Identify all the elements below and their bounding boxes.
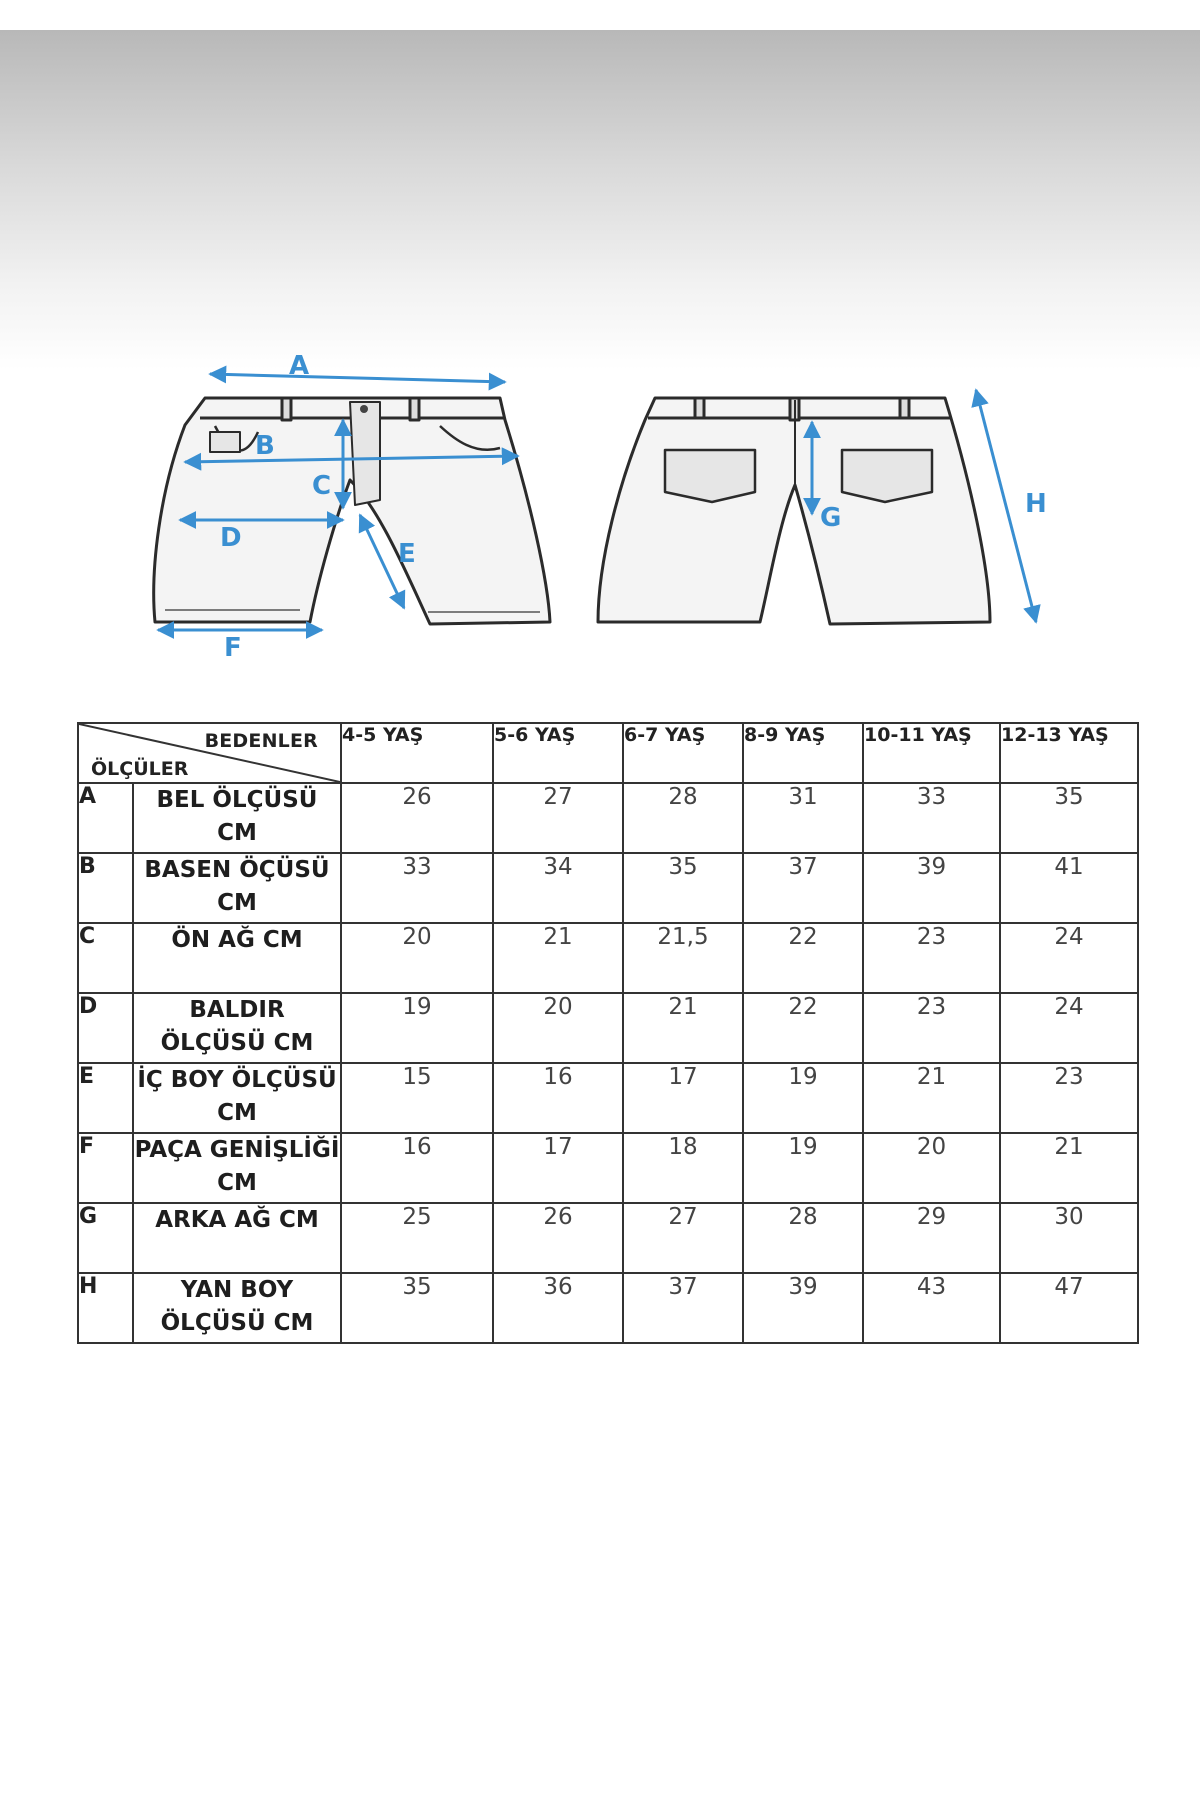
table-row bbox=[78, 1133, 1138, 1203]
measurement-value: 26 bbox=[341, 783, 493, 853]
measurement-value: 39 bbox=[863, 853, 1000, 923]
label-a: A bbox=[289, 351, 310, 381]
measurement-value: 27 bbox=[493, 783, 623, 853]
measurement-value: 30 bbox=[1000, 1203, 1138, 1273]
measurement-value: 16 bbox=[341, 1133, 493, 1203]
measurement-value: 21 bbox=[1000, 1133, 1138, 1203]
measurement-value: 35 bbox=[623, 853, 743, 923]
measurement-name: YAN BOY ÖLÇÜSÜ CM bbox=[133, 1273, 341, 1343]
measurement-value: 15 bbox=[341, 1063, 493, 1133]
table-row bbox=[78, 853, 1138, 923]
measurement-value: 21,5 bbox=[623, 923, 743, 993]
row-letter: H bbox=[78, 1273, 133, 1343]
size-header: 6-7 YAŞ bbox=[623, 723, 743, 783]
label-f: F bbox=[224, 633, 242, 663]
measurement-value: 24 bbox=[1000, 923, 1138, 993]
size-header: 8-9 YAŞ bbox=[743, 723, 863, 783]
label-c: C bbox=[312, 471, 332, 501]
front-shorts-drawing bbox=[154, 398, 550, 624]
label-e: E bbox=[398, 539, 416, 569]
measurement-value: 23 bbox=[863, 923, 1000, 993]
measurement-name: ARKA AĞ CM bbox=[133, 1203, 341, 1273]
header-sizes-label: BEDENLER bbox=[204, 730, 318, 752]
size-header: 12-13 YAŞ bbox=[1000, 723, 1138, 783]
measurement-value: 43 bbox=[863, 1273, 1000, 1343]
size-header: 5-6 YAŞ bbox=[493, 723, 623, 783]
measurement-value: 21 bbox=[493, 923, 623, 993]
measurement-value: 21 bbox=[623, 993, 743, 1063]
measurement-value: 35 bbox=[341, 1273, 493, 1343]
measurement-value: 34 bbox=[493, 853, 623, 923]
measurement-value: 17 bbox=[493, 1133, 623, 1203]
measurement-value: 22 bbox=[743, 923, 863, 993]
measurement-name: BEL ÖLÇÜSÜ CM bbox=[133, 783, 341, 853]
measurement-value: 37 bbox=[743, 853, 863, 923]
measurement-name: ÖN AĞ CM bbox=[133, 923, 341, 993]
measurement-value: 35 bbox=[1000, 783, 1138, 853]
label-g: G bbox=[820, 503, 842, 533]
row-letter: C bbox=[78, 923, 133, 993]
table-row bbox=[78, 1063, 1138, 1133]
label-d: D bbox=[220, 523, 242, 553]
measurement-value: 25 bbox=[341, 1203, 493, 1273]
measurement-name: BALDIR ÖLÇÜSÜ CM bbox=[133, 993, 341, 1063]
measurement-name: PAÇA GENİŞLİĞİ CM bbox=[133, 1133, 341, 1203]
measurement-value: 29 bbox=[863, 1203, 1000, 1273]
measurement-value: 20 bbox=[341, 923, 493, 993]
row-letter: G bbox=[78, 1203, 133, 1273]
measurement-value: 17 bbox=[623, 1063, 743, 1133]
measurement-value: 28 bbox=[623, 783, 743, 853]
measurement-value: 18 bbox=[623, 1133, 743, 1203]
size-header: 4-5 YAŞ bbox=[341, 723, 493, 783]
row-letter: E bbox=[78, 1063, 133, 1133]
measurement-name: İÇ BOY ÖLÇÜSÜ CM bbox=[133, 1063, 341, 1133]
measurement-value: 19 bbox=[341, 993, 493, 1063]
table-row bbox=[78, 923, 1138, 993]
measurement-value: 20 bbox=[863, 1133, 1000, 1203]
measurement-value: 22 bbox=[743, 993, 863, 1063]
label-h: H bbox=[1025, 489, 1047, 519]
measurement-value: 27 bbox=[623, 1203, 743, 1273]
size-chart-table bbox=[77, 722, 1139, 1344]
row-letter: F bbox=[78, 1133, 133, 1203]
header-corner-cell bbox=[78, 723, 341, 783]
row-letter: B bbox=[78, 853, 133, 923]
measurement-value: 23 bbox=[1000, 1063, 1138, 1133]
measurement-value: 16 bbox=[493, 1063, 623, 1133]
table-row bbox=[78, 993, 1138, 1063]
measurement-value: 31 bbox=[743, 783, 863, 853]
measurement-value: 37 bbox=[623, 1273, 743, 1343]
measurement-value: 47 bbox=[1000, 1273, 1138, 1343]
measurement-value: 39 bbox=[743, 1273, 863, 1343]
measurement-value: 19 bbox=[743, 1063, 863, 1133]
measurement-name: BASEN ÖÇÜSÜ CM bbox=[133, 853, 341, 923]
measurement-value: 20 bbox=[493, 993, 623, 1063]
table-row bbox=[78, 1203, 1138, 1273]
top-gradient-banner bbox=[0, 30, 1200, 370]
measurement-value: 41 bbox=[1000, 853, 1138, 923]
table-row bbox=[78, 1273, 1138, 1343]
shorts-measurement-diagram bbox=[0, 330, 1200, 670]
measurement-value: 21 bbox=[863, 1063, 1000, 1133]
table-row bbox=[78, 783, 1138, 853]
measurement-value: 23 bbox=[863, 993, 1000, 1063]
row-letter: D bbox=[78, 993, 133, 1063]
header-row bbox=[78, 723, 1138, 783]
measurement-value: 33 bbox=[341, 853, 493, 923]
measurement-value: 24 bbox=[1000, 993, 1138, 1063]
label-b: B bbox=[255, 431, 275, 461]
measurement-value: 36 bbox=[493, 1273, 623, 1343]
size-header: 10-11 YAŞ bbox=[863, 723, 1000, 783]
measurement-value: 33 bbox=[863, 783, 1000, 853]
row-letter: A bbox=[78, 783, 133, 853]
measurement-value: 19 bbox=[743, 1133, 863, 1203]
back-shorts-drawing bbox=[598, 398, 990, 624]
measurement-value: 26 bbox=[493, 1203, 623, 1273]
header-measurements-label: ÖLÇÜLER bbox=[91, 758, 189, 780]
measurement-value: 28 bbox=[743, 1203, 863, 1273]
